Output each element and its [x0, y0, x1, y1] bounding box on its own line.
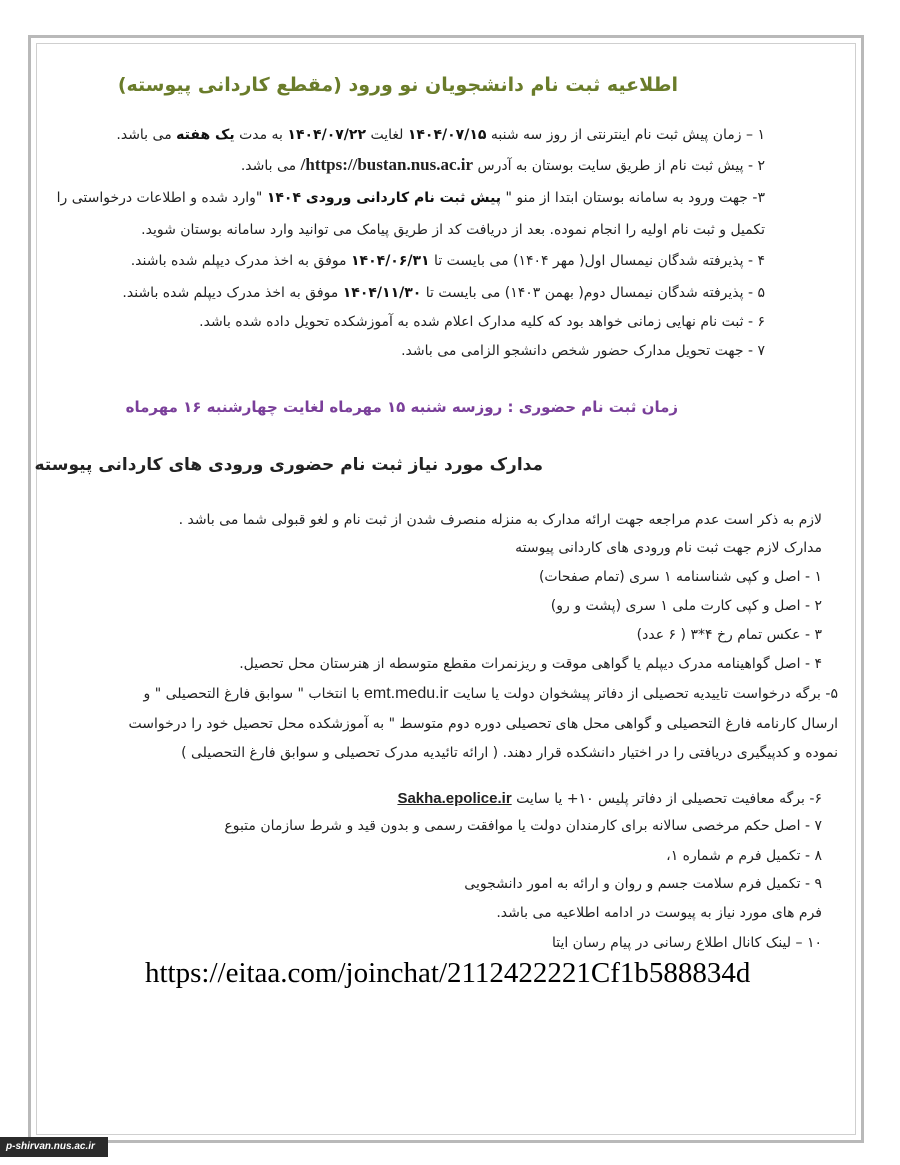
item-1: ۱ – زمان پیش ثبت نام اینترنتی از روز سه شنبه ۱۴۰۴/۰۷/۱۵ لغایت ۱۴۰۴/۰۷/۲۲ به مدت یک هفته می باشد.	[116, 127, 765, 143]
doc-item-5-line-3: نموده و کدپیگیری دریافتی را در اختیار دانشکده قرار دهند. ( ارائه تائیدیه مدرک تحصیلی و سوابق فارغ التحصیلی )	[181, 745, 838, 761]
doc-item-4: ۴ - اصل گواهینامه مدرک دیپلم یا گواهی موقت و ریزنمرات مقطع متوسطه از هنرستان محل تحصیل.	[239, 656, 822, 672]
item-4: ۴ - پذیرفته شدگان نیمسال اول( مهر ۱۴۰۴) می بایست تا ۱۴۰۴/۰۶/۳۱ موفق به اخذ مدرک دیپلم شده باشند.	[130, 253, 765, 269]
doc-item-5: ۵- برگه درخواست تاییدیه تحصیلی از دفاتر پیشخوان دولت یا سایت emt.medu.ir با انتخاب " سوابق فارغ التحصیلی " و	[143, 685, 838, 702]
item-3-continued: تکمیل و ثبت نام اولیه را انجام نموده. بعد از دریافت کد از طریق پیامک می توانید وارد سامانه بوستان شوید.	[141, 222, 765, 238]
page-title: اطلاعیه ثبت نام دانشجویان نو ورود (مقطع کاردانی پیوسته)	[117, 74, 678, 96]
doc-item-1: ۱ - اصل و کپی شناسنامه ۱ سری (تمام صفحات)	[538, 569, 822, 585]
doc-item-8: ۸ - تکمیل فرم م شماره ۱،	[666, 848, 822, 864]
item-5: ۵ - پذیرفته شدگان نیمسال دوم( بهمن ۱۴۰۳) می بایست تا ۱۴۰۴/۱۱/۳۰ موفق به اخذ مدرک دیپلم شده باشند.	[122, 285, 765, 301]
doc-item-7: ۷ - اصل حکم مرخصی سالانه برای کارمندان دولت یا موافقت رسمی و بدون قید و شرط سازمان متبوع	[224, 818, 822, 834]
doc-item-6: ۶- برگه معافیت تحصیلی از دفاتر پلیس ۱۰+ یا سایت Sakha.epolice.ir	[397, 790, 822, 807]
emt-medu-link[interactable]: emt.medu.ir	[363, 685, 449, 702]
doc-item-3: ۳ - عکس تمام رخ ۴*۳ ( ۶ عدد)	[636, 627, 822, 643]
item-7: ۷ - جهت تحویل مدارک حضور شخص دانشجو الزامی می باشد.	[401, 343, 765, 359]
item-6: ۶ - ثبت نام نهایی زمانی خواهد بود که کلیه مدارک اعلام شده به آموزشکده تحویل داده شده باشد.	[199, 314, 765, 330]
bustan-url[interactable]: https://bustan.nus.ac.ir/	[300, 155, 474, 174]
forms-attached-note: فرم های مورد نیاز به پیوست در ادامه اطلاعیه می باشد.	[496, 905, 822, 921]
required-documents-heading: مدارک مورد نیاز ثبت نام حضوری ورودی های کاردانی پیوسته	[34, 455, 543, 475]
item-3: ۳- جهت ورود به سامانه بوستان ابتدا از منو " پیش ثبت نام کاردانی ورودی ۱۴۰۴ "وارد شده و اطلاعات درخواستی را	[56, 190, 765, 206]
doc-item-2: ۲ - اصل و کپی کارت ملی ۱ سری (پشت و رو)	[550, 598, 822, 614]
eitaa-channel-link[interactable]: https://eitaa.com/joinchat/2112422221Cf1b588834d	[145, 957, 751, 989]
item-2: ۲ - پیش ثبت نام از طریق سایت بوستان به آدرس https://bustan.nus.ac.ir/ می باشد.	[240, 155, 765, 174]
docs-note: لازم به ذکر است عدم مراجعه جهت ارائه مدارک به منزله منصرف شدن از ثبت نام و لغو قبولی شما می باشد .	[178, 512, 822, 528]
doc-item-9: ۹ - تکمیل فرم سلامت جسم و روان و ارائه به امور دانشجویی	[464, 876, 822, 892]
in-person-registration-dates: زمان ثبت نام حضوری : روزسه شنبه ۱۵ مهرماه لغایت چهارشنبه ۱۶ مهرماه	[125, 398, 678, 416]
doc-item-5-line-2: ارسال کارنامه فارغ التحصیلی و گواهی محل های تحصیلی دوره دوم متوسط " به آموزشکده محل تحصیل خود را درخواست	[128, 716, 838, 732]
site-footer-tag: p-shirvan.nus.ac.ir	[0, 1137, 108, 1157]
sakha-epolice-link[interactable]: Sakha.epolice.ir	[397, 790, 512, 807]
doc-item-10: ۱۰ – لینک کانال اطلاع رسانی در پیام رسان ایتا	[551, 935, 822, 951]
docs-intro: مدارک لازم جهت ثبت نام ورودی های کاردانی پیوسته	[515, 540, 822, 556]
